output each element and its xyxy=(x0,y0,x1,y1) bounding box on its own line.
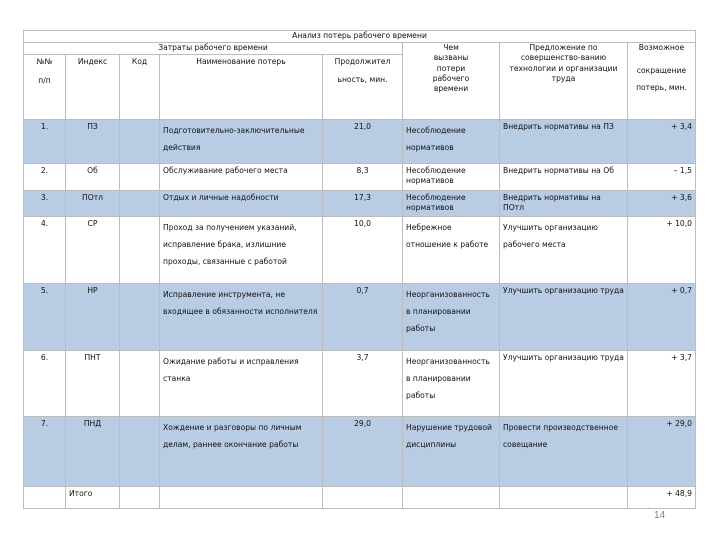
cell-proposal: Улучшить организацию рабочего места xyxy=(500,216,628,283)
header-number: №№ п/п xyxy=(24,55,66,120)
cell-index: ПНТ xyxy=(66,350,120,416)
header-code: Код xyxy=(120,55,160,120)
cell-duration: 21,0 xyxy=(323,120,403,164)
header-duration: Продолжител ьность, мин. xyxy=(323,55,403,120)
cell-code xyxy=(120,283,160,350)
page-number: 14 xyxy=(654,510,666,521)
table-row xyxy=(24,216,696,283)
table-row xyxy=(24,350,696,416)
cell-number: 4. xyxy=(24,216,66,283)
cell-duration: 17,3 xyxy=(323,191,403,217)
cell-loss-name: Проход за получением указаний, исправление брака, излишние проходы, связанные с работой xyxy=(160,216,323,283)
cell-proposal: Улучшить организацию труда xyxy=(500,283,628,350)
header-proposal: Предложение по совершенство-ванию технологии и организации труда xyxy=(500,43,628,120)
table-row xyxy=(24,120,696,164)
header-index: Индекс xyxy=(66,55,120,120)
cell-duration: 0,7 xyxy=(323,283,403,350)
cell-code xyxy=(120,120,160,164)
cell-code xyxy=(120,164,160,191)
cell-cause: Небрежное отношение к работе xyxy=(403,216,500,283)
total-label: Итого xyxy=(66,486,120,508)
cell-index: ПЗ xyxy=(66,120,120,164)
cell-code xyxy=(120,416,160,486)
cell-index: ПНД xyxy=(66,416,120,486)
header-work-time-costs: Затраты рабочего времени xyxy=(24,43,403,55)
header-loss-name: Наименование потерь xyxy=(160,55,323,120)
header-group-row xyxy=(24,43,696,55)
cell-cause: Несоблюдение нормативов xyxy=(403,120,500,164)
cell-cause: Неорганизованность в планировании работы xyxy=(403,350,500,416)
cell-proposal: Внедрить нормативы на Об xyxy=(500,164,628,191)
cell-loss-name: Исправление инструмента, не входящее в обязанности исполнителя xyxy=(160,283,323,350)
cell-duration: 3,7 xyxy=(323,350,403,416)
loss-analysis-table xyxy=(23,30,696,509)
cell-index: ПОтл xyxy=(66,191,120,217)
cell-reduction: + 3,7 xyxy=(628,350,696,416)
table-row xyxy=(24,283,696,350)
cell-index: НР xyxy=(66,283,120,350)
cell-cause: Несоблюдение нормативов xyxy=(403,164,500,191)
table-total-row xyxy=(24,486,696,508)
table-row xyxy=(24,416,696,486)
cell-reduction: + 29,0 xyxy=(628,416,696,486)
table-title: Анализ потерь рабочего времени xyxy=(24,31,696,43)
cell-loss-name: Обслуживание рабочего места xyxy=(160,164,323,191)
cell-number: 2. xyxy=(24,164,66,191)
cell-code xyxy=(120,191,160,217)
cell-proposal: Внедрить нормативы на ПОтл xyxy=(500,191,628,217)
cell-reduction: – 1,5 xyxy=(628,164,696,191)
cell-proposal: Внедрить нормативы на ПЗ xyxy=(500,120,628,164)
cell-duration: 8,3 xyxy=(323,164,403,191)
header-possible-reduction: Возможное сокращение потерь, мин. xyxy=(628,43,696,120)
cell-number: 3. xyxy=(24,191,66,217)
cell-proposal: Провести производственное совещание xyxy=(500,416,628,486)
cell-number: 5. xyxy=(24,283,66,350)
cell-cause: Неорганизованность в планировании работы xyxy=(403,283,500,350)
table-row xyxy=(24,191,696,217)
table-row xyxy=(24,164,696,191)
cell-loss-name: Подготовительно-заключительные действия xyxy=(160,120,323,164)
cell-number: 1. xyxy=(24,120,66,164)
cell-number: 6. xyxy=(24,350,66,416)
cell-loss-name: Хождение и разговоры по личным делам, раннее окончание работы xyxy=(160,416,323,486)
cell-reduction: + 10,0 xyxy=(628,216,696,283)
cell-loss-name: Ожидание работы и исправления станка xyxy=(160,350,323,416)
cell-code xyxy=(120,216,160,283)
cell-index: СР xyxy=(66,216,120,283)
cell-proposal: Улучшить организацию труда xyxy=(500,350,628,416)
cell-reduction: + 3,4 xyxy=(628,120,696,164)
table-title-row xyxy=(24,31,696,43)
cell-cause: Нарушение трудовой дисциплины xyxy=(403,416,500,486)
cell-duration: 29,0 xyxy=(323,416,403,486)
cell-number: 7. xyxy=(24,416,66,486)
cell-duration: 10,0 xyxy=(323,216,403,283)
cell-reduction: + 3,6 xyxy=(628,191,696,217)
header-caused-by: Чем вызваны потери рабочего времени xyxy=(403,43,500,120)
cell-index: Об xyxy=(66,164,120,191)
cell-cause: Несоблюдение нормативов xyxy=(403,191,500,217)
cell-code xyxy=(120,350,160,416)
cell-loss-name: Отдых и личные надобности xyxy=(160,191,323,217)
total-value: + 48,9 xyxy=(628,486,696,508)
cell-reduction: + 0,7 xyxy=(628,283,696,350)
